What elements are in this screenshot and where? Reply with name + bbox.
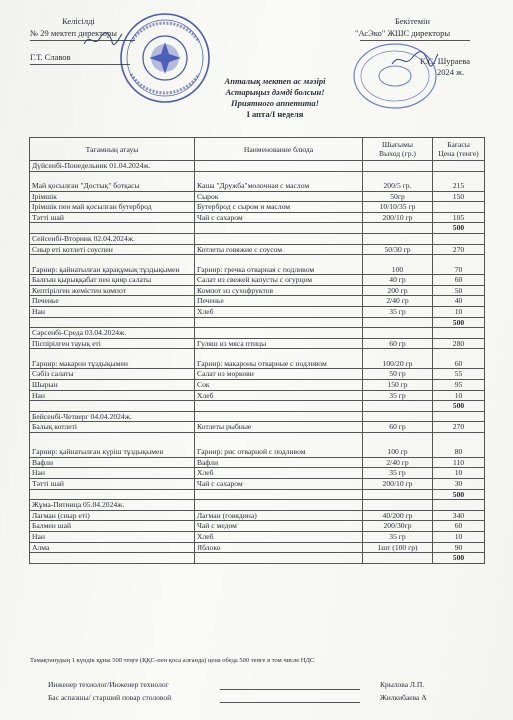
dish-name-ru: Яблоко bbox=[195, 542, 363, 553]
dish-name-ru: Гарнир: рис отварной с подливом bbox=[195, 432, 363, 457]
dish-name-kz: Нан bbox=[30, 532, 195, 543]
dish-name-kz: Сиыр еті котлеті соуспен bbox=[30, 244, 195, 255]
dish-price: 90 bbox=[433, 542, 485, 553]
day-empty-cell bbox=[363, 328, 433, 339]
dish-price: 105 bbox=[433, 212, 485, 223]
day-empty-cell bbox=[195, 411, 363, 422]
price-footnote: Тамақтанудың 1 күндік құны 500 теңге (ҚҚС-пен қоса алғанда) цена обеда 500 тенге в том числе НДС bbox=[30, 657, 315, 664]
dish-name-kz: Балық котлеті bbox=[30, 422, 195, 433]
table-row bbox=[30, 432, 485, 457]
day-header-row bbox=[30, 233, 485, 244]
dish-price: 60 bbox=[433, 521, 485, 532]
total-empty-cell bbox=[30, 401, 195, 412]
day-empty-cell bbox=[363, 233, 433, 244]
dish-name-ru: Вафли bbox=[195, 457, 363, 468]
dish-name-ru: Сок bbox=[195, 379, 363, 390]
dish-price: 95 bbox=[433, 379, 485, 390]
day-empty-cell bbox=[363, 500, 433, 511]
dish-name-kz: Лағман (сиыр еті) bbox=[30, 510, 195, 521]
day-total-price: 500 bbox=[433, 317, 485, 328]
approve-date: 2024 ж. bbox=[437, 67, 465, 77]
day-total-row bbox=[30, 489, 485, 500]
day-total-row bbox=[30, 223, 485, 234]
dish-name-ru: Котлеты говяжие с соусом bbox=[195, 244, 363, 255]
table-row bbox=[30, 457, 485, 468]
dish-output: 60 гр bbox=[363, 422, 433, 433]
dish-price: 215 bbox=[433, 171, 485, 191]
header-output-ru: Выход (гр.) bbox=[379, 149, 416, 158]
dish-name-ru: Котлеты рыбные bbox=[195, 422, 363, 433]
table-header-row bbox=[30, 138, 485, 161]
day-header-row bbox=[30, 500, 485, 511]
dish-name-ru: Салат из свежей капусты с огурцом bbox=[195, 275, 363, 286]
footer-technologist-label: Инженер технолог/Инженер технолог bbox=[48, 680, 169, 689]
dish-output: 200/30гр bbox=[363, 521, 433, 532]
dish-name-ru: Компот из сухофруктов bbox=[195, 285, 363, 296]
total-empty-cell bbox=[195, 317, 363, 328]
dish-name-kz: Кептірілген жемістен компот bbox=[30, 285, 195, 296]
date-line-left bbox=[30, 64, 130, 65]
dish-price: 60 bbox=[433, 349, 485, 369]
dish-output: 100 гр bbox=[363, 432, 433, 457]
total-empty-cell bbox=[195, 489, 363, 500]
dish-name-ru: Хлеб bbox=[195, 468, 363, 479]
dish-name-ru: Сырок bbox=[195, 191, 363, 202]
dish-name-kz: Гарнир: макарон тұздықымен bbox=[30, 349, 195, 369]
table-row bbox=[30, 202, 485, 213]
header-price-kz: Бағасы bbox=[447, 140, 470, 149]
dish-name-kz: Піспірілген тауық еті bbox=[30, 338, 195, 349]
table-row bbox=[30, 255, 485, 275]
menu-title-block bbox=[190, 76, 360, 120]
table-row bbox=[30, 542, 485, 553]
total-empty-cell bbox=[195, 553, 363, 564]
day-total-row bbox=[30, 401, 485, 412]
signature-line-right bbox=[360, 40, 470, 41]
footer-cook-label: Бас аспазшы/ старший повар столовой bbox=[48, 693, 172, 702]
total-empty-cell bbox=[195, 223, 363, 234]
agreed-label: Келісілді bbox=[62, 16, 95, 26]
dish-price: 10 bbox=[433, 468, 485, 479]
header-price-ru: Цена (тенге) bbox=[438, 149, 479, 158]
dish-name-ru: Гарнир: гречка отварная с подливом bbox=[195, 255, 363, 275]
school-director-name: Г.Т. Славов bbox=[30, 52, 71, 62]
total-empty-cell bbox=[30, 489, 195, 500]
table-row bbox=[30, 212, 485, 223]
dish-name-ru: Хлеб bbox=[195, 532, 363, 543]
dish-price: 60 bbox=[433, 275, 485, 286]
dish-output: 60 гр bbox=[363, 338, 433, 349]
day-total-price: 500 bbox=[433, 489, 485, 500]
day-empty-cell bbox=[433, 328, 485, 339]
day-empty-cell bbox=[363, 411, 433, 422]
dish-price: 50 bbox=[433, 285, 485, 296]
menu-week: I апта/I неделя bbox=[246, 109, 304, 119]
footer-technologist-name: Крылова Л.П. bbox=[380, 680, 425, 689]
dish-price: 10 bbox=[433, 390, 485, 401]
day-label: Сәрсенбі-Среда 03.04.2024ж. bbox=[30, 328, 195, 339]
day-empty-cell bbox=[433, 500, 485, 511]
dish-name-kz: Печенье bbox=[30, 296, 195, 307]
company-director-name: К.С. Шураева bbox=[420, 56, 471, 66]
dish-output: 200/5 гр. bbox=[363, 171, 433, 191]
total-empty-cell bbox=[30, 317, 195, 328]
dish-output: 100/20 гр bbox=[363, 349, 433, 369]
table-row bbox=[30, 532, 485, 543]
dish-name-kz: Нан bbox=[30, 390, 195, 401]
menu-title-kz: Апталық мектеп ас мәзірі bbox=[224, 76, 326, 86]
table-row bbox=[30, 191, 485, 202]
menu-table bbox=[29, 137, 485, 564]
table-row bbox=[30, 338, 485, 349]
dish-price: 10 bbox=[433, 532, 485, 543]
dish-name-kz: Балғын қырыққабат пен қияр салаты bbox=[30, 275, 195, 286]
table-row bbox=[30, 275, 485, 286]
dish-output: 150 гр bbox=[363, 379, 433, 390]
day-empty-cell bbox=[195, 328, 363, 339]
dish-price: 110 bbox=[433, 457, 485, 468]
dish-price: 10 bbox=[433, 306, 485, 317]
dish-price: 270 bbox=[433, 422, 485, 433]
day-label: Бейсенбі-Четверг 04.04.2024ж. bbox=[30, 411, 195, 422]
table-row bbox=[30, 171, 485, 191]
dish-name-kz: Сәбіз салаты bbox=[30, 369, 195, 380]
dish-output: 2/40 гр bbox=[363, 457, 433, 468]
dish-price: 280 bbox=[433, 338, 485, 349]
dish-name-kz: Вафли bbox=[30, 457, 195, 468]
dish-name-ru: Салат из моркови bbox=[195, 369, 363, 380]
total-empty-cell bbox=[363, 553, 433, 564]
day-empty-cell bbox=[195, 161, 363, 172]
day-total-price: 500 bbox=[433, 223, 485, 234]
dish-output: 35 гр bbox=[363, 532, 433, 543]
day-total-price: 500 bbox=[433, 553, 485, 564]
day-header-row bbox=[30, 161, 485, 172]
footer-sign-line-1 bbox=[220, 689, 360, 690]
dish-output: 200 гр bbox=[363, 285, 433, 296]
dish-name-ru: Гуляш из мяса птицы bbox=[195, 338, 363, 349]
dish-price: 30 bbox=[433, 479, 485, 490]
table-row bbox=[30, 285, 485, 296]
header-output-kz: Шығымы bbox=[382, 140, 413, 149]
dish-name-kz: Тәтті шай bbox=[30, 479, 195, 490]
header-ru-name: Наименование блюда bbox=[195, 138, 363, 161]
dish-name-ru: Хлеб bbox=[195, 390, 363, 401]
school-director-label: № 29 мектеп директоры bbox=[30, 28, 117, 38]
day-total-price: 500 bbox=[433, 401, 485, 412]
table-row bbox=[30, 244, 485, 255]
dish-name-kz: Шырын bbox=[30, 379, 195, 390]
day-header-row bbox=[30, 411, 485, 422]
dish-output: 10/10/35 гр bbox=[363, 202, 433, 213]
dish-name-kz: Тәтті шай bbox=[30, 212, 195, 223]
dish-output: 40 гр bbox=[363, 275, 433, 286]
dish-name-ru: Каша "Дружба"молочная с маслом bbox=[195, 171, 363, 191]
dish-name-ru: Чай с сахаром bbox=[195, 212, 363, 223]
menu-greeting-kz: Астарыңыз дәмді болсын! bbox=[225, 87, 325, 97]
day-total-row bbox=[30, 317, 485, 328]
dish-output: 200/10 гр bbox=[363, 212, 433, 223]
table-row bbox=[30, 468, 485, 479]
table-row bbox=[30, 379, 485, 390]
table-row bbox=[30, 296, 485, 307]
table-row bbox=[30, 349, 485, 369]
dish-name-ru: Гарнир: макароны отварные с подливом bbox=[195, 349, 363, 369]
dish-output: 200/10 гр bbox=[363, 479, 433, 490]
day-empty-cell bbox=[433, 233, 485, 244]
dish-name-ru: Лагман (говядина) bbox=[195, 510, 363, 521]
dish-output: 2/40 гр bbox=[363, 296, 433, 307]
day-label: Сейсенбі-Вторник 02.04.2024ж. bbox=[30, 233, 195, 244]
dish-output: 35 гр bbox=[363, 390, 433, 401]
dish-name-kz: Май қосылған "Достық" ботқасы bbox=[30, 171, 195, 191]
dish-name-ru: Чай с сахаром bbox=[195, 479, 363, 490]
dish-name-ru: Чай с медом bbox=[195, 521, 363, 532]
footer-cook-name: Жилкибаева А bbox=[380, 693, 427, 702]
total-empty-cell bbox=[195, 401, 363, 412]
director-signature bbox=[82, 30, 124, 50]
dish-price: 340 bbox=[433, 510, 485, 521]
total-empty-cell bbox=[363, 317, 433, 328]
day-empty-cell bbox=[433, 411, 485, 422]
day-empty-cell bbox=[433, 161, 485, 172]
dish-output: 35 гр bbox=[363, 468, 433, 479]
table-row bbox=[30, 369, 485, 380]
header-kz-name: Тағамның атауы bbox=[30, 138, 195, 161]
dish-name-kz: Гарнир: қайнатылған күріш тұздықымен bbox=[30, 432, 195, 457]
dish-output: 50/30 гр bbox=[363, 244, 433, 255]
dish-price: 40 bbox=[433, 296, 485, 307]
table-row bbox=[30, 510, 485, 521]
day-empty-cell bbox=[363, 161, 433, 172]
dish-price: 150 bbox=[433, 191, 485, 202]
total-empty-cell bbox=[363, 223, 433, 234]
dish-name-kz: Нан bbox=[30, 306, 195, 317]
table-row bbox=[30, 422, 485, 433]
dish-price: 80 bbox=[433, 432, 485, 457]
approve-label: Бекітемін bbox=[395, 16, 430, 26]
table-row bbox=[30, 479, 485, 490]
dish-output: 100 bbox=[363, 255, 433, 275]
total-empty-cell bbox=[30, 223, 195, 234]
dish-name-kz: Алма bbox=[30, 542, 195, 553]
table-row bbox=[30, 306, 485, 317]
dish-output: 40/200 гр bbox=[363, 510, 433, 521]
dish-name-ru: Бутерброд с сыром и маслом bbox=[195, 202, 363, 213]
footer-sign-line-2 bbox=[220, 702, 360, 703]
day-label: Дүйсенбі-Понедельник 01.04.2024ж. bbox=[30, 161, 195, 172]
dish-price bbox=[433, 202, 485, 213]
dish-name-kz: Гарнир: қайнатылған қарақұмық тұздықымен bbox=[30, 255, 195, 275]
total-empty-cell bbox=[363, 489, 433, 500]
dish-name-ru: Хлеб bbox=[195, 306, 363, 317]
dish-price: 55 bbox=[433, 369, 485, 380]
dish-name-kz: Нан bbox=[30, 468, 195, 479]
dish-name-ru: Печенье bbox=[195, 296, 363, 307]
dish-output: 1шт (100 гр) bbox=[363, 542, 433, 553]
dish-name-kz: Балмен шай bbox=[30, 521, 195, 532]
dish-price: 70 bbox=[433, 255, 485, 275]
day-header-row bbox=[30, 328, 485, 339]
company-oval-stamp bbox=[352, 42, 438, 110]
header-output bbox=[363, 138, 433, 161]
total-empty-cell bbox=[363, 401, 433, 412]
table-row bbox=[30, 390, 485, 401]
day-empty-cell bbox=[195, 500, 363, 511]
menu-greeting-ru: Приятного аппетита! bbox=[231, 98, 319, 108]
dish-output: 50гр bbox=[363, 191, 433, 202]
header-price bbox=[433, 138, 485, 161]
dish-output: 35 гр bbox=[363, 306, 433, 317]
dish-price: 270 bbox=[433, 244, 485, 255]
day-empty-cell bbox=[195, 233, 363, 244]
dish-name-kz: Ірімшік bbox=[30, 191, 195, 202]
dish-name-kz: Ірімшік пен май қосылған бутерброд bbox=[30, 202, 195, 213]
total-empty-cell bbox=[30, 553, 195, 564]
dish-output: 50 гр bbox=[363, 369, 433, 380]
day-total-row bbox=[30, 553, 485, 564]
day-label: Жұма-Пятница 05.04.2024ж. bbox=[30, 500, 195, 511]
table-row bbox=[30, 521, 485, 532]
company-director-label: "АсЭко" ЖШС директоры bbox=[355, 28, 451, 38]
